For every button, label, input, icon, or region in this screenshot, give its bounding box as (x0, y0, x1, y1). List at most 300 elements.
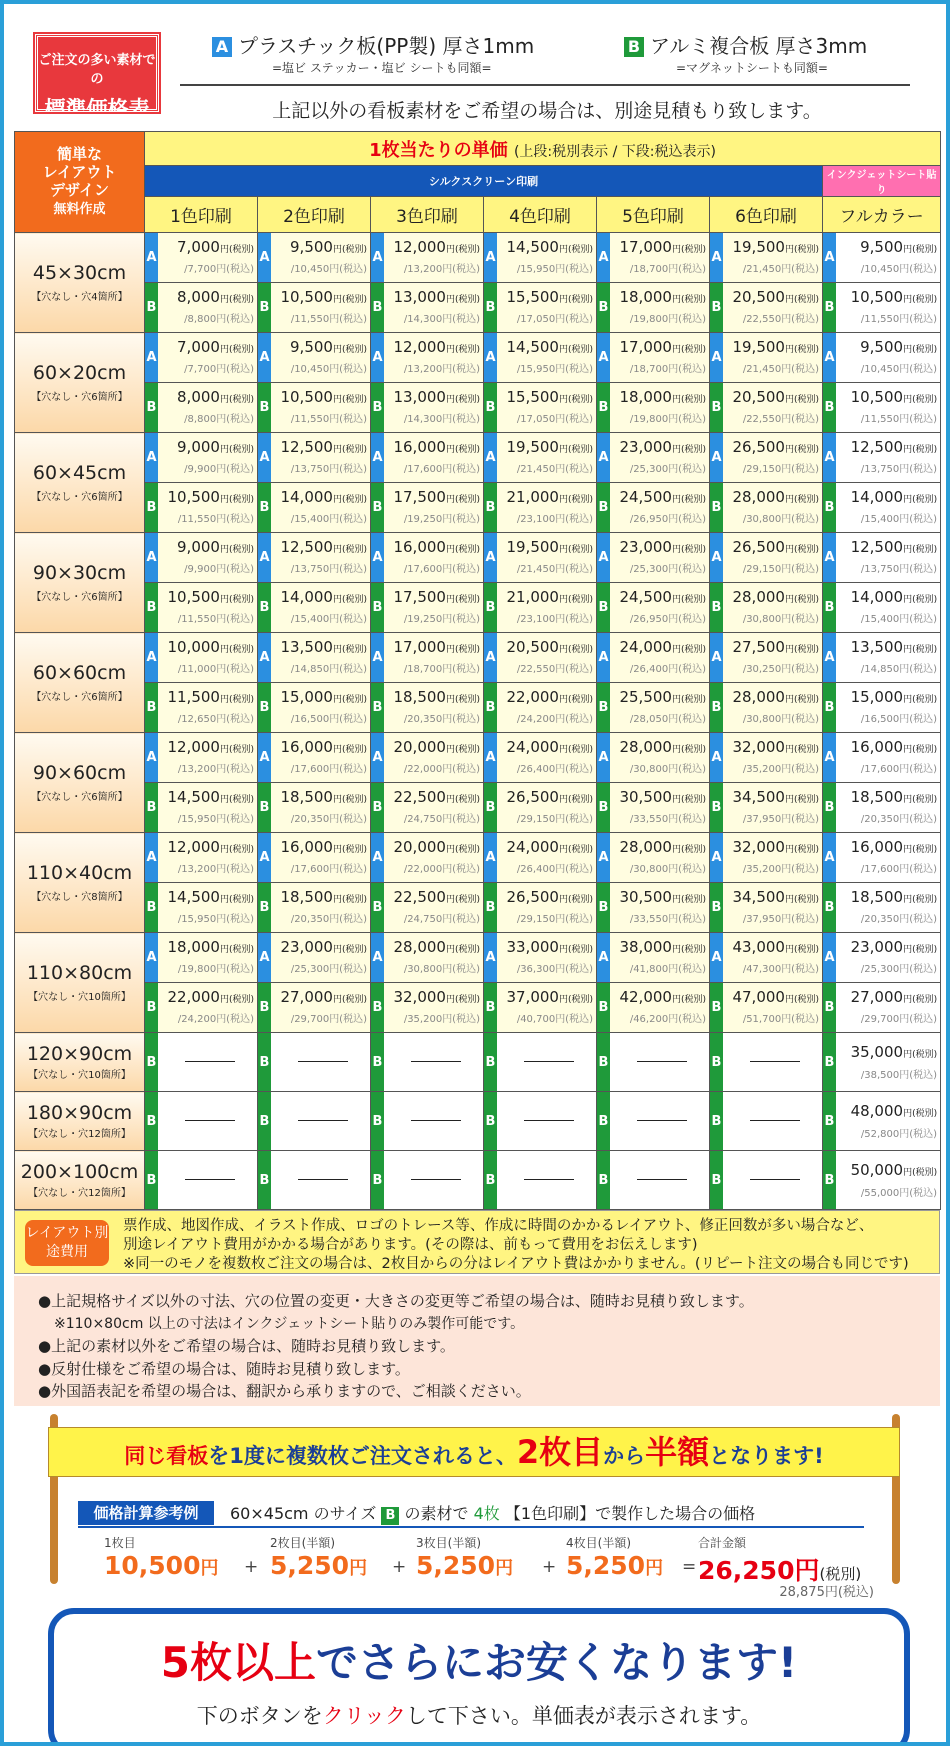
tax-in-suffix: 円(税込) (442, 764, 480, 775)
price-value: 26,500 (732, 438, 785, 456)
price-cell-b (258, 983, 371, 1033)
price-value-taxin: 24,200 (520, 714, 556, 725)
tax-in-suffix: 円(税込) (442, 314, 480, 325)
price-tax-excluded (393, 788, 480, 806)
price-value-taxin: 17,600 (294, 764, 330, 775)
tax-ex-suffix: 円(税別) (558, 645, 593, 655)
price-value: 16,000 (280, 838, 333, 856)
price-cell-a (371, 933, 484, 983)
equals-sign: = (682, 1557, 697, 1577)
tax-in-suffix: 円(税込) (329, 864, 367, 875)
price-tax-included: /20,350円(税込) (403, 714, 480, 725)
price-tax-excluded (851, 638, 938, 656)
material-b-tag: B (710, 1151, 723, 1209)
holes-label: 【穴なし・穴8箇所】 (31, 892, 128, 903)
price-tax-excluded (506, 688, 593, 706)
size-label: 180×90cm (26, 1102, 133, 1124)
price-tax-included: /11,550円(税込) (860, 314, 938, 325)
tax-ex-suffix: 円(税別) (219, 245, 254, 255)
material-a-tag: A (823, 733, 836, 782)
price-tax-included: /21,450円(税込) (516, 464, 593, 475)
price-value: 22,000 (506, 688, 559, 706)
price-cell-b (597, 483, 710, 533)
tax-ex-suffix: 円(税別) (558, 245, 593, 255)
tax-in-suffix: 円(税込) (668, 714, 706, 725)
price-value: 28,000 (732, 588, 785, 606)
tax-in-suffix: 円(税込) (329, 764, 367, 775)
price-value-taxin: 17,050 (520, 414, 556, 425)
price-value: 12,500 (850, 538, 904, 556)
price-tax-excluded (619, 888, 706, 906)
price-tax-excluded (167, 638, 254, 656)
tax-in-suffix: 円(税込) (781, 414, 819, 425)
price-value: 10,500 (850, 288, 904, 306)
material-b-tag: B (484, 383, 497, 432)
price-value-taxin: 15,950 (520, 264, 556, 275)
price-tax-included: /20,350円(税込) (290, 814, 367, 825)
tax-ex-suffix: 円(税別) (219, 445, 254, 455)
price-tax-excluded (280, 488, 367, 506)
price-tax-included: /22,000円(税込) (403, 764, 480, 775)
price-tax-excluded (167, 938, 254, 956)
tax-ex-suffix: 円(税別) (219, 745, 254, 755)
side-header-l4: 無料作成 (53, 202, 106, 217)
price-tax-excluded (393, 338, 480, 356)
material-a-tag: A (484, 933, 497, 982)
price-tax-included: /20,350円(税込) (860, 914, 938, 925)
price-tax-included: /26,400円(税込) (629, 664, 706, 675)
material-b-tag: B (484, 983, 497, 1032)
price-value: 42,000 (619, 988, 672, 1006)
tax-ex-suffix: 円(税別) (903, 1168, 938, 1178)
price-tax-included: /24,200円(税込) (516, 714, 593, 725)
price-tax-included: /30,250円(税込) (742, 664, 819, 675)
tax-in-suffix: 円(税込) (781, 814, 819, 825)
price-value-taxin: 37,950 (746, 814, 782, 825)
tax-ex-suffix: 円(税別) (332, 345, 367, 355)
tax-ex-suffix: 円(税別) (558, 795, 593, 805)
price-tax-included: /22,550円(税込) (742, 414, 819, 425)
tax-in-suffix: 円(税込) (329, 564, 367, 575)
tax-ex-suffix: 円(税別) (671, 495, 706, 505)
material-a-tag: A (145, 733, 158, 782)
price-tax-excluded (177, 438, 254, 456)
price-tax-included: /24,750円(税込) (403, 814, 480, 825)
tax-ex-suffix: 円(税別) (903, 345, 938, 355)
bulk-discount-box[interactable] (48, 1608, 910, 1746)
material-a-letter: A (212, 37, 232, 57)
price-value: 18,500 (280, 888, 333, 906)
unavailable-dash (298, 1120, 348, 1121)
price-tax-excluded (732, 338, 819, 356)
material-b-tag: B (484, 1151, 497, 1209)
price-cell-a (823, 333, 941, 383)
price-value-taxin: 40,700 (520, 1014, 556, 1025)
price-cell-b (484, 283, 597, 333)
price-value: 26,500 (506, 788, 559, 806)
material-b-tag: B (145, 583, 158, 632)
holes-label: 【穴なし・穴6箇所】 (31, 492, 128, 503)
price-tax-excluded (732, 738, 819, 756)
calc-item-1-amount: 10,500 (104, 1551, 201, 1580)
price-tax-excluded (732, 788, 819, 806)
material-b-tag: B (258, 883, 271, 932)
price-cell-a (597, 433, 710, 483)
price-value: 24,500 (619, 488, 672, 506)
material-a-tag: A (258, 733, 271, 782)
price-tax-included: /25,300円(税込) (629, 564, 706, 575)
tax-ex-suffix: 円(税別) (558, 995, 593, 1005)
tax-ex-suffix: 円(税別) (219, 295, 254, 305)
tax-in-suffix: 円(税込) (899, 914, 938, 925)
bulk-inst-1: 下のボタンを (196, 1704, 323, 1728)
price-cell-a (484, 833, 597, 883)
price-tax-included: /7,700円(税込) (184, 264, 254, 275)
price-cell-a (597, 833, 710, 883)
size-cell (15, 333, 145, 433)
side-header-l1: 簡単な (56, 145, 102, 163)
price-tax-excluded (393, 938, 480, 956)
price-tax-included: /13,200円(税込) (403, 364, 480, 375)
price-tax-included: /11,550円(税込) (860, 414, 938, 425)
price-tax-excluded (851, 938, 938, 956)
price-value: 15,500 (506, 288, 559, 306)
price-value: 12,000 (393, 338, 446, 356)
price-value: 14,500 (167, 888, 220, 906)
tax-ex-suffix: 円(税別) (445, 945, 480, 955)
calc-total-tax: (税別) (819, 1565, 862, 1583)
unavailable-cell (597, 1033, 710, 1092)
price-cell-a (145, 233, 258, 283)
unavailable-cell (371, 1151, 484, 1210)
tax-ex-suffix: 円(税別) (332, 995, 367, 1005)
column-header-5: 5色印刷 (597, 197, 710, 233)
price-value: 15,000 (280, 688, 333, 706)
material-b-tag: B (484, 283, 497, 332)
material-b-tag: B (258, 1151, 271, 1209)
tax-in-suffix: 円(税込) (555, 264, 593, 275)
tax-in-suffix: 円(税込) (442, 614, 480, 625)
material-b-tag: B (484, 483, 497, 532)
price-tax-included: /29,150円(税込) (516, 814, 593, 825)
price-cell-b (823, 783, 941, 833)
price-tax-excluded (280, 688, 367, 706)
tax-ex-suffix: 円(税別) (558, 545, 593, 555)
price-tax-included: /14,850円(税込) (860, 664, 938, 675)
material-b-tag: B (371, 1033, 384, 1091)
tax-in-suffix: 円(税込) (216, 714, 254, 725)
material-a-tag: A (371, 233, 384, 282)
holes-label: 【穴なし・穴10箇所】 (28, 1070, 131, 1081)
price-value: 34,500 (732, 788, 785, 806)
tax-in-suffix: 円(税込) (442, 1014, 480, 1025)
material-b-tag: B (484, 883, 497, 932)
material-a-tag: A (258, 833, 271, 882)
price-value-taxin: 20,350 (407, 714, 443, 725)
price-value-taxin: 23,100 (520, 514, 556, 525)
price-value-taxin: 14,300 (407, 414, 443, 425)
price-tax-excluded (619, 288, 706, 306)
tax-in-suffix: 円(税込) (555, 614, 593, 625)
material-b-tag: B (258, 383, 271, 432)
price-value: 32,000 (732, 738, 785, 756)
price-value: 12,500 (850, 438, 904, 456)
tax-ex-suffix: 円(税別) (332, 245, 367, 255)
price-value: 12,000 (393, 238, 446, 256)
tax-ex-suffix: 円(税別) (903, 1109, 938, 1119)
tax-in-suffix: 円(税込) (781, 714, 819, 725)
price-cell-b (823, 1033, 941, 1092)
unavailable-dash (411, 1120, 461, 1121)
price-value-taxin: 24,750 (407, 914, 443, 925)
material-a-tag: A (371, 333, 384, 382)
material-a-tag: A (710, 433, 723, 482)
price-value: 48,000 (850, 1102, 904, 1120)
price-value-taxin: 11,550 (181, 614, 217, 625)
price-cell-a (484, 233, 597, 283)
tax-ex-suffix: 円(税別) (219, 345, 254, 355)
price-tax-included: /17,600円(税込) (403, 464, 480, 475)
price-value-taxin: 15,400 (294, 514, 330, 525)
price-tax-excluded (619, 438, 706, 456)
price-tax-included: /19,800円(税込) (177, 964, 254, 975)
price-value-taxin: 15,950 (181, 914, 217, 925)
price-value: 10,500 (167, 588, 220, 606)
price-value-taxin: 13,200 (181, 764, 217, 775)
price-value-taxin: 55,000 (864, 1188, 900, 1199)
price-cell-a (258, 533, 371, 583)
material-a-tag: A (145, 633, 158, 682)
price-tax-included: /19,250円(税込) (403, 514, 480, 525)
banner-text-1: を1度に複数枚ご注文されると、 (208, 1444, 517, 1468)
price-value-taxin: 22,000 (407, 764, 443, 775)
price-cell-a (484, 333, 597, 383)
price-cell-b (484, 583, 597, 633)
price-cell-b (710, 883, 823, 933)
size-cell (15, 433, 145, 533)
holes-label: 【穴なし・穴6箇所】 (31, 592, 128, 603)
price-tax-excluded (177, 288, 254, 306)
tax-ex-suffix: 円(税別) (332, 695, 367, 705)
calc-item-3-unit: 円 (495, 1558, 514, 1579)
price-tax-excluded (167, 488, 254, 506)
tax-in-suffix: 円(税込) (668, 464, 706, 475)
price-tax-included: /15,400円(税込) (290, 614, 367, 625)
tax-in-suffix: 円(税込) (781, 1014, 819, 1025)
price-tax-included: /24,200円(税込) (177, 1014, 254, 1025)
tax-in-suffix: 円(税込) (216, 914, 254, 925)
price-cell-b (145, 983, 258, 1033)
material-b-tag: B (484, 1092, 497, 1150)
material-a-sub: =塩ビ ステッカー・塩ビ シートも同額= (272, 61, 492, 75)
column-header-7: フルカラー (823, 197, 941, 233)
price-tax-included: /23,100円(税込) (516, 514, 593, 525)
tax-in-suffix: 円(税込) (329, 414, 367, 425)
price-tax-excluded (851, 788, 938, 806)
material-b-tag: B (145, 683, 158, 732)
price-tax-excluded (851, 838, 938, 856)
price-tax-excluded (732, 938, 819, 956)
calc-item-2 (270, 1534, 367, 1580)
price-cell-b (823, 283, 941, 333)
material-b-tag: B (710, 1033, 723, 1091)
calc-item-2-unit: 円 (349, 1558, 368, 1579)
price-tax-included: /11,550円(税込) (290, 414, 367, 425)
price-tax-excluded (506, 288, 593, 306)
material-b-tag: B (823, 583, 836, 632)
price-tax-included: /36,300円(税込) (516, 964, 593, 975)
tax-ex-suffix: 円(税別) (558, 295, 593, 305)
price-tax-excluded (167, 738, 254, 756)
tax-in-suffix: 円(税込) (216, 314, 254, 325)
price-value-taxin: 26,400 (520, 864, 556, 875)
material-b-tag: B (371, 383, 384, 432)
tax-in-suffix: 円(税込) (442, 864, 480, 875)
price-cell-a (597, 333, 710, 383)
material-b-tag: B (258, 583, 271, 632)
size-cell (15, 1033, 145, 1092)
material-a-tag: A (484, 633, 497, 682)
price-value: 11,500 (167, 688, 220, 706)
price-value-taxin: 51,700 (746, 1014, 782, 1025)
price-cell-b (597, 883, 710, 933)
price-cell-b (710, 683, 823, 733)
price-value-taxin: 10,450 (294, 364, 330, 375)
tax-ex-suffix: 円(税別) (445, 295, 480, 305)
price-tax-excluded (393, 538, 480, 556)
price-tax-excluded (393, 638, 480, 656)
tax-in-suffix: 円(税込) (442, 914, 480, 925)
price-cell-a (258, 733, 371, 783)
price-value-taxin: 8,800 (187, 414, 217, 425)
tax-in-suffix: 円(税込) (442, 414, 480, 425)
price-tax-excluded (393, 738, 480, 756)
unavailable-cell (371, 1033, 484, 1092)
price-cell-a (145, 533, 258, 583)
tax-in-suffix: 円(税込) (899, 514, 938, 525)
tax-in-suffix: 円(税込) (781, 664, 819, 675)
side-header-l3: デザイン (50, 181, 109, 199)
price-value: 27,500 (732, 638, 785, 656)
price-tax-excluded (506, 888, 593, 906)
tax-in-suffix: 円(税込) (555, 714, 593, 725)
size-row-b (15, 383, 941, 433)
material-b-name: アルミ複合板 厚さ3mm (650, 34, 868, 58)
price-tax-included: /29,700円(税込) (860, 1014, 938, 1025)
tax-ex-suffix: 円(税別) (784, 895, 819, 905)
price-cell-b (484, 683, 597, 733)
price-tax-included: /18,700円(税込) (403, 664, 480, 675)
price-value: 19,500 (732, 338, 785, 356)
tax-in-suffix: 円(税込) (329, 1014, 367, 1025)
unavailable-cell (597, 1092, 710, 1151)
tax-in-suffix: 円(税込) (442, 364, 480, 375)
price-cell-a (371, 333, 484, 383)
material-b-tag: B (710, 483, 723, 532)
price-value-taxin: 9,900 (187, 564, 217, 575)
price-cell-b (823, 1092, 941, 1151)
price-value: 14,500 (506, 238, 559, 256)
material-b-tag: B (597, 283, 610, 332)
tax-in-suffix: 円(税込) (899, 414, 938, 425)
price-cell-a (371, 733, 484, 783)
price-tax-included: /51,700円(税込) (742, 1014, 819, 1025)
price-tax-excluded (290, 238, 367, 256)
price-tax-excluded (732, 638, 819, 656)
price-cell-a (597, 733, 710, 783)
price-tax-excluded (506, 738, 593, 756)
price-tax-included: /29,150円(税込) (516, 914, 593, 925)
price-tax-excluded (506, 988, 593, 1006)
bulk-cheaper: でさらにお安くなります! (316, 1638, 798, 1687)
price-value-taxin: 29,150 (520, 814, 556, 825)
tax-ex-suffix: 円(税別) (332, 795, 367, 805)
unit-price-title-cell (145, 132, 941, 166)
price-cell-a (597, 233, 710, 283)
price-value: 20,500 (506, 638, 559, 656)
price-tax-included: /13,750円(税込) (290, 564, 367, 575)
size-label: 60×60cm (32, 662, 127, 684)
tax-ex-suffix: 円(税別) (558, 945, 593, 955)
price-value: 10,500 (167, 488, 220, 506)
material-a-tag: A (597, 533, 610, 582)
price-tax-excluded (860, 238, 937, 256)
tax-ex-suffix: 円(税別) (903, 295, 938, 305)
price-cell-b (484, 383, 597, 433)
price-value: 32,000 (393, 988, 446, 1006)
price-cell-a (145, 933, 258, 983)
tax-ex-suffix: 円(税別) (784, 395, 819, 405)
material-a-tag: A (710, 233, 723, 282)
price-value: 23,000 (850, 938, 904, 956)
tax-ex-suffix: 円(税別) (558, 745, 593, 755)
price-tax-included: /8,800円(税込) (184, 314, 254, 325)
tax-ex-suffix: 円(税別) (671, 545, 706, 555)
price-tax-excluded (393, 688, 480, 706)
price-cell-a (823, 933, 941, 983)
tax-ex-suffix: 円(税別) (332, 745, 367, 755)
price-tax-excluded (280, 538, 367, 556)
material-a-tag: A (823, 533, 836, 582)
price-tax-included: /30,800円(税込) (742, 614, 819, 625)
price-tax-excluded (851, 1043, 938, 1061)
price-tax-included: /20,350円(税込) (290, 914, 367, 925)
size-label: 200×100cm (20, 1161, 139, 1183)
price-value-taxin: 30,800 (746, 714, 782, 725)
tax-in-suffix: 円(税込) (899, 1188, 938, 1199)
price-value: 28,000 (732, 688, 785, 706)
tax-in-suffix: 円(税込) (668, 1014, 706, 1025)
note-2: ●上記の素材以外をご希望の場合は、随時お見積り致します。 (38, 1337, 455, 1355)
tax-in-suffix: 円(税込) (329, 464, 367, 475)
price-tax-excluded (619, 738, 706, 756)
unavailable-cell (484, 1092, 597, 1151)
material-b-tag: B (597, 483, 610, 532)
material-a-tag: A (258, 533, 271, 582)
tax-ex-suffix: 円(税別) (784, 495, 819, 505)
price-value-taxin: 30,800 (746, 614, 782, 625)
bulk-click: クリック (322, 1704, 406, 1728)
material-a-tag: A (258, 333, 271, 382)
tax-ex-suffix: 円(税別) (903, 545, 938, 555)
tax-in-suffix: 円(税込) (329, 714, 367, 725)
material-b-tag: B (823, 283, 836, 332)
price-tax-excluded (177, 538, 254, 556)
price-value-taxin: 33,550 (633, 914, 669, 925)
price-value: 43,000 (732, 938, 785, 956)
side-header-l2: レイアウト (42, 163, 117, 181)
price-cell-b (823, 983, 941, 1033)
